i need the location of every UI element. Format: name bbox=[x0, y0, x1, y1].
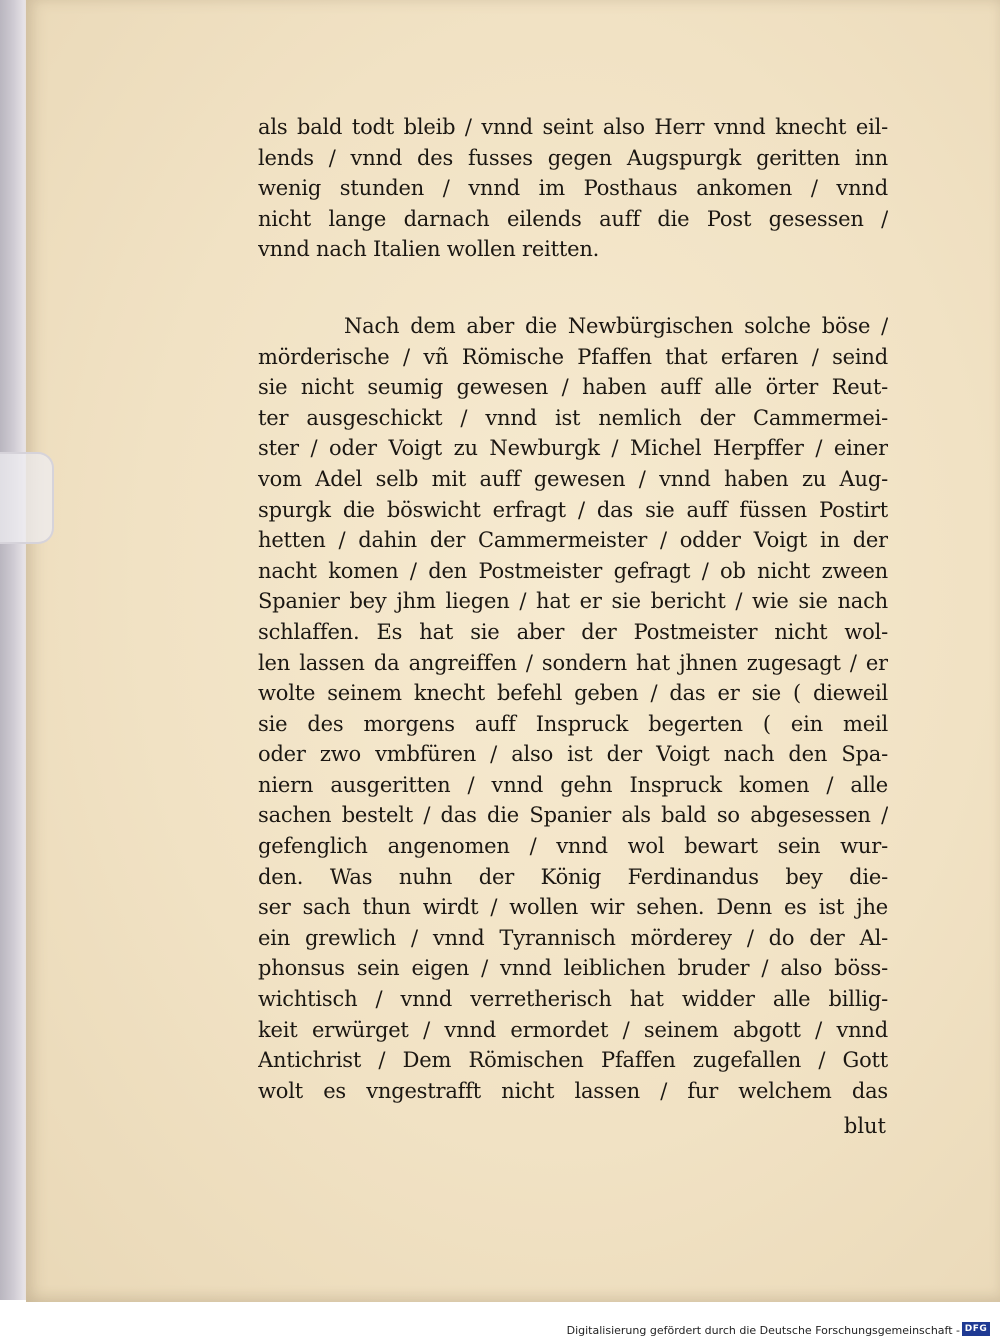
page-clip bbox=[0, 452, 54, 544]
paragraph-1 bbox=[258, 112, 888, 265]
text-line: hetten / dahin der Cammermeister / odder Voigt in der bbox=[258, 528, 888, 553]
text-line: wichtisch / vnnd verretherisch hat widder alle billig- bbox=[258, 987, 888, 1012]
text-line: ster / oder Voigt zu Newburgk / Michel Herpffer / einer bbox=[258, 436, 888, 461]
paragraph-gap bbox=[258, 265, 888, 311]
catchword: blut bbox=[843, 1114, 886, 1138]
text-line: sie nicht seumig gewesen / haben auff alle örter Reut- bbox=[258, 375, 888, 400]
page-text bbox=[258, 112, 888, 1106]
text-line: wolte seinem knecht befehl geben / das er sie ( dieweil bbox=[258, 681, 888, 706]
text-line: ein grewlich / vnnd Tyrannisch mörderey / do der Al- bbox=[258, 925, 888, 950]
text-line: mörderische / vñ Römische Pfaffen that erfaren / seind bbox=[258, 344, 888, 369]
text-line: wolt es vngestrafft nicht lassen / fur welchem das bbox=[258, 1078, 888, 1103]
dfg-logo: DFG bbox=[962, 1322, 990, 1336]
text-line: schlaffen. Es hat sie aber der Postmeister nicht wol- bbox=[258, 619, 888, 644]
text-line: keit erwürget / vnnd ermordet / seinem abgott / vnnd bbox=[258, 1017, 888, 1042]
text-line: lends / vnnd des fusses gegen Augspurgk geritten inn bbox=[258, 145, 888, 170]
text-line: vom Adel selb mit auff gewesen / vnnd haben zu Aug- bbox=[258, 466, 888, 491]
text-line: nicht lange darnach eilends auff die Post gesessen / bbox=[258, 206, 888, 231]
funding-credit: Digitalisierung gefördert durch die Deutsche Forschungsgemeinschaft - bbox=[566, 1324, 960, 1337]
text-line: vnnd nach Italien wollen reitten. bbox=[258, 237, 600, 262]
text-line: len lassen da angreiffen / sondern hat jhnen zugesagt / er bbox=[258, 650, 888, 675]
text-line: sachen bestelt / das die Spanier als bald so abgesessen / bbox=[258, 803, 888, 828]
text-line: niern ausgeritten / vnnd gehn Inspruck komen / alle bbox=[258, 772, 888, 797]
text-line: ter ausgeschickt / vnnd ist nemlich der Cammermei- bbox=[258, 405, 888, 430]
text-line: phonsus sein eigen / vnnd leiblichen bruder / also böss- bbox=[258, 956, 888, 981]
text-line: wenig stunden / vnnd im Posthaus ankomen / vnnd bbox=[258, 176, 888, 201]
text-line: Nach dem aber die Newbürgischen solche böse / bbox=[344, 313, 888, 338]
text-line: nacht komen / den Postmeister gefragt / ob nicht zween bbox=[258, 558, 888, 583]
text-line: spurgk die böswicht erfragt / das sie auff füssen Postirt bbox=[258, 497, 888, 522]
text-line: den. Was nuhn der König Ferdinandus bey die- bbox=[258, 864, 888, 889]
text-line: Spanier bey jhm liegen / hat er sie bericht / wie sie nach bbox=[258, 589, 888, 614]
text-line: oder zwo vmbfüren / also ist der Voigt nach den Spa- bbox=[258, 742, 888, 767]
text-line: sie des morgens auff Inspruck begerten ( ein meil bbox=[258, 711, 888, 736]
text-line: gefenglich angenomen / vnnd wol bewart sein wur- bbox=[258, 834, 888, 859]
text-line: als bald todt bleib / vnnd seint also Herr vnnd knecht eil- bbox=[258, 115, 888, 139]
text-line: ser sach thun wirdt / wollen wir sehen. Denn es ist jhe bbox=[258, 895, 888, 920]
paragraph-2 bbox=[258, 311, 888, 1106]
text-line: Antichrist / Dem Römischen Pfaffen zugefallen / Gott bbox=[258, 1048, 888, 1073]
